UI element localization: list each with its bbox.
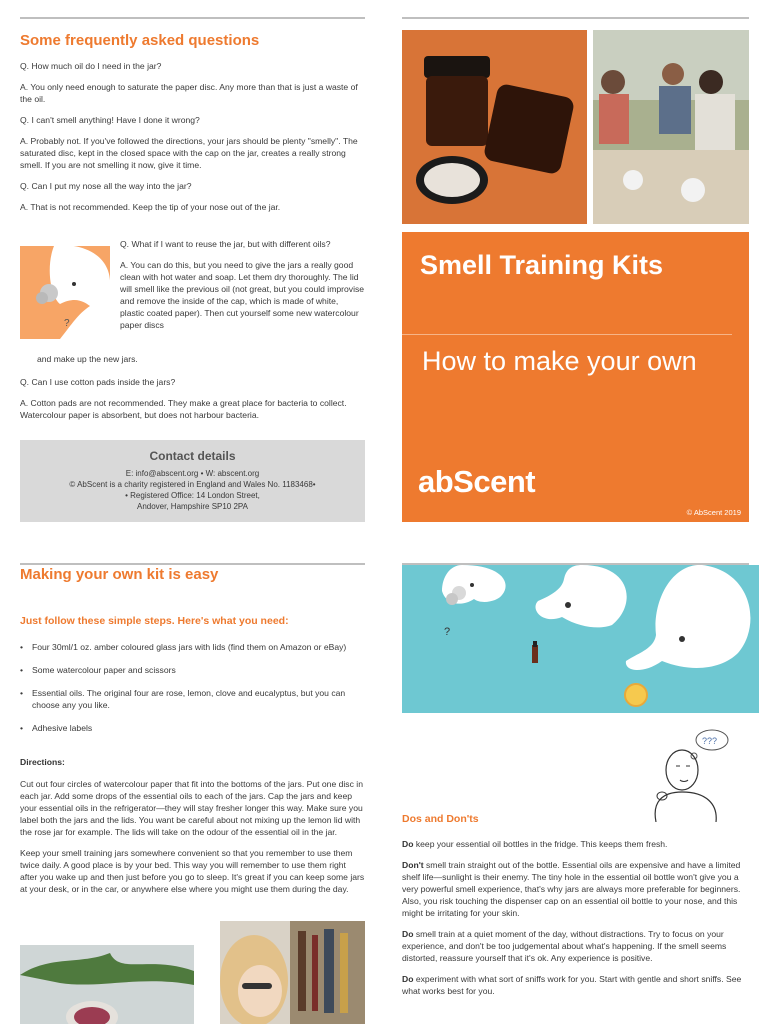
- question-mark: ?: [64, 318, 70, 329]
- dos-item: [402, 973, 749, 997]
- directions-label: Directions:: [20, 757, 65, 767]
- herbs-bowl-image: [20, 945, 194, 1024]
- faq-item: Q. What if I want to reuse the jar, but with different oils?: [120, 239, 331, 249]
- faq-list: [20, 60, 365, 222]
- faq-item: A. You can do this, but you need to give the jars a really good clean with hot water and soap. Let them dry thoroughly. The lid will smell like the previous oil (not great, but you could improvise and remove the inside of the cap, which is made of white, plastic coated paper). Then cut yourself some new watercolour paper discs: [120, 260, 365, 330]
- list-item: • Adhesive labels: [32, 722, 365, 734]
- contact-line: E: info@abscent.org • W: abscent.org: [125, 469, 260, 478]
- cover-title: Smell Training Kits: [420, 250, 664, 280]
- dos-title: Dos and Don'ts: [402, 813, 479, 825]
- dos-lead: Don't: [402, 860, 424, 870]
- dos-item: [402, 859, 749, 919]
- jars-photo: [402, 30, 587, 224]
- dos-text: smell train at a quiet moment of the day, without distractions. Try to focus on your experience, and don't be too judgemental about what's happening. If the smell seems distorted, reassure yourself that it's ok. Any experience is positive.: [402, 929, 727, 963]
- faq-title: Some frequently asked questions: [20, 32, 260, 49]
- kit-subtitle: Just follow these simple steps. Here's what you need:: [20, 615, 289, 627]
- dos-lead: Do: [402, 839, 414, 849]
- person-photo: [220, 921, 365, 1024]
- bottom-left-rule: [20, 563, 365, 565]
- contact-line: • Registered Office: 14 London Street,: [125, 491, 260, 500]
- faq-item: Q. Can I put my nose all the way into the jar?: [20, 181, 192, 191]
- nose-drawing: [20, 246, 110, 339]
- cover-divider: [402, 334, 732, 335]
- list-item: • Some watercolour paper and scissors: [32, 664, 365, 676]
- directions-text: [20, 778, 365, 904]
- contact-box: [20, 440, 365, 522]
- cover-panel: [402, 232, 749, 522]
- faq-item: A. That is not recommended. Keep the tip of your nose out of the jar.: [20, 202, 281, 212]
- herbs-photo: [20, 945, 194, 1024]
- list-item: • Four 30ml/1 oz. amber coloured glass jars with lids (find them on Amazon or eBay): [32, 641, 365, 653]
- contact-line: Andover, Hampshire SP10 2PA: [136, 502, 249, 511]
- faq-item: Q. How much oil do I need in the jar?: [20, 61, 162, 71]
- dos-list: [402, 838, 749, 1006]
- top-right-rule: [402, 17, 749, 19]
- direction-paragraph: Keep your smell training jars somewhere convenient so that you remember to use them twice daily. A good place is by your bed. This way you will remember to use them right after you wake up and then just before you go to sleep. It's great if you can keep some jars at your desk, or in the car, or anywhere else where you might use them during the day.: [20, 848, 365, 894]
- three-noses-drawing: [402, 565, 759, 713]
- list-item: • Essential oils. The original four are rose, lemon, clove and eucalyptus, but you can choose any you like.: [32, 687, 365, 711]
- kit-title: Making your own kit is easy: [20, 566, 219, 583]
- dos-item: [402, 838, 749, 850]
- reuse-block: [120, 238, 365, 331]
- amber-jars-image: [402, 30, 587, 224]
- faq-item: A. Probably not. If you've followed the directions, your jars should be plenty "smelly". The saturated disc, kept in the closed space with the cap on the jar, creates a really strong smell. If you are not smelling it now, give it time.: [20, 136, 358, 170]
- top-left-rule: [20, 17, 365, 19]
- person-sketch: [632, 726, 732, 822]
- people-dining-image: [593, 30, 749, 224]
- abscent-logo: abScent: [418, 464, 536, 499]
- contact-line: © AbScent is a charity registered in England and Wales No. 1183468•: [69, 480, 316, 489]
- direction-paragraph: Cut out four circles of watercolour paper that fit into the bottoms of the jars. Put one disc in each jar. Add some drops of the essential oils to each of the jars. Cap the jars and keep your essential oils in the refrigerator—they will stay fresher longer this way. Make sure you label both the jars and the lids. You want be careful about not mixing up the lemon lid with the rose jar for example. The lids will take on the odour of the essential oil in the jar.: [20, 779, 363, 837]
- thinking-person-sketch: [632, 726, 732, 822]
- needs-list: [20, 641, 365, 745]
- question-mark: ?: [444, 626, 451, 638]
- cover-copyright: © AbScent 2019: [686, 508, 741, 517]
- contact-title: Contact details: [149, 449, 236, 463]
- faq-item: Q. Can I use cotton pads inside the jars?: [20, 377, 176, 387]
- teal-noses-illustration: [402, 565, 759, 713]
- dos-lead: Do: [402, 974, 414, 984]
- cotton-block: [20, 376, 365, 430]
- dos-text: experiment with what sort of sniffs work for you. Start with gentle and short sniffs. See what works best for you.: [402, 974, 742, 996]
- thought-marks: ???: [702, 736, 718, 746]
- nose-jar-illustration: [20, 246, 110, 339]
- faq-item: A. Cotton pads are not recommended. They make a great place for bacteria to collect. Watercolour paper is absorbent, but does not harbour bacteria.: [20, 398, 347, 420]
- dos-text: smell train straight out of the bottle. Essential oils are expensive and have a limited shelf life—sunlight is their enemy. The tiny hole in the essential oil bottle won't give you a very powerful smell experience, that's why jars are always more preferable for beginners. Also, you risk touching the dispenser cap on an essential oil bottle to your nose, and this might be irritating for your skin.: [402, 860, 741, 918]
- faq-item: A. You only need enough to saturate the paper disc. Any more than that is just a waste of the oil.: [20, 82, 358, 104]
- dos-text: keep your essential oil bottles in the fridge. This keeps them fresh.: [413, 839, 668, 849]
- faq-item: and make up the new jars.: [37, 354, 138, 364]
- dos-lead: Do: [402, 929, 414, 939]
- cover-subtitle: How to make your own: [422, 346, 697, 376]
- faq-item: Q. I can't smell anything! Have I done it wrong?: [20, 115, 200, 125]
- people-photo: [593, 30, 749, 224]
- person-smelling-image: [220, 921, 365, 1024]
- dos-item: [402, 928, 749, 964]
